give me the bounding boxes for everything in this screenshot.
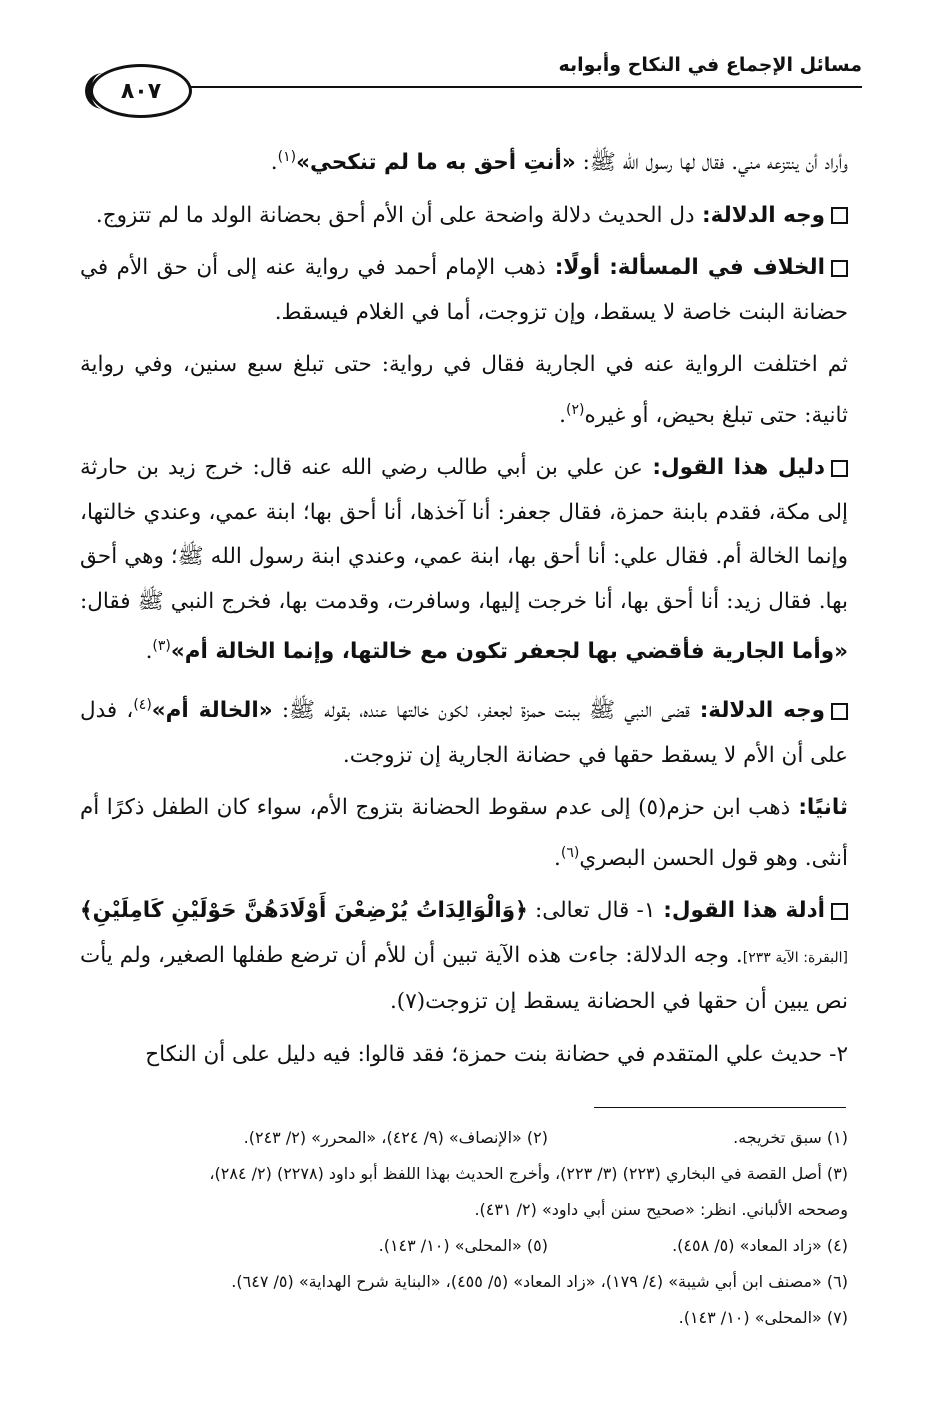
paragraph xyxy=(80,246,848,335)
paragraph xyxy=(80,343,848,438)
footnote-row xyxy=(80,1300,848,1336)
paragraph xyxy=(80,683,848,778)
footnote: (٧) «المحلى» (١٠/ ١٤٣). xyxy=(678,1308,848,1327)
footnote-ref: (١) xyxy=(277,149,297,165)
paragraph xyxy=(80,135,848,186)
paragraph xyxy=(80,446,848,675)
header-rule xyxy=(175,86,862,88)
paragraph xyxy=(80,194,848,239)
square-bullet-icon xyxy=(831,460,848,477)
section-lead: الخلاف في المسألة: أولًا: xyxy=(545,255,825,281)
footnote: (٢) «الإنصاف» (٩/ ٤٢٤)، «المحرر» (٢/ ٢٤٣). xyxy=(243,1128,548,1147)
para-tail: ، فدل على أن الأم لا يسقط حقها في حضانة الجارية إن تزوجت. xyxy=(80,698,848,768)
paragraph xyxy=(80,889,848,1025)
footnotes xyxy=(80,1120,848,1336)
para-text: دل الحديث دلالة واضحة على أن الأم أحق بحضانة الولد ما لم تتزوج. xyxy=(95,202,695,228)
hadith-quote: «أنتِ أحق به ما لم تنكحي» xyxy=(296,150,576,176)
footnote-separator xyxy=(594,1107,846,1108)
page-number: ٨٠٧ xyxy=(120,78,162,104)
square-bullet-icon xyxy=(831,207,848,224)
footnote-ref: (٦) xyxy=(560,844,580,861)
section-lead: وجه الدلالة: xyxy=(694,202,825,228)
para-text: ١- قال تعالى: xyxy=(527,898,656,924)
footnote-ref: (٣) xyxy=(152,638,171,655)
para-tail: . xyxy=(270,150,278,176)
page-number-badge xyxy=(90,64,192,118)
square-bullet-icon xyxy=(831,703,848,720)
section-lead: ثانيًا: xyxy=(790,795,848,821)
square-bullet-icon xyxy=(831,260,848,277)
footnote-row xyxy=(80,1228,848,1264)
footnote: (٣) أصل القصة في البخاري (٢٢٣) (٣/ ٢٢٣)، وأخرج الحديث بهذا اللفظ أبو داود (٢٢٧٨) (٢/ ٢٨٤)، xyxy=(209,1164,848,1183)
page-header xyxy=(80,46,862,126)
para-text: ثم اختلفت الرواية عنه في الجارية فقال في رواية: حتى تبلغ سبع سنين، وفي رواية ثانية: حتى تبلغ بحيض، أو غيره xyxy=(80,352,848,428)
paragraph xyxy=(80,786,848,881)
hadith-quote: «وأما الجارية فأقضي بها لجعفر تكون مع خالتها، وإنما الخالة أم» xyxy=(170,639,848,665)
section-lead: وجه الدلالة: xyxy=(689,698,825,724)
section-lead: دليل هذا القول: xyxy=(642,455,825,481)
verse-reference: [البقرة: الآية ٢٣٣] xyxy=(742,949,848,966)
para-text: ٢- حديث علي المتقدم في حضانة بنت حمزة؛ فقد قالوا: فيه دليل على أن النكاح xyxy=(145,1041,848,1067)
para-tail: . وجه الدلالة: جاءت هذه الآية تبين أن للأم أن ترضع طفلها الصغير، ولم يأت نص يبين أن حقها في الحضانة يسقط إن تزوجت(٧). xyxy=(80,942,848,1015)
footnote-ref: (٢) xyxy=(566,401,585,418)
paragraph xyxy=(80,1033,848,1078)
footnote: (٤) «زاد المعاد» (٥/ ٤٥٨). xyxy=(672,1236,848,1255)
square-bullet-icon xyxy=(831,903,848,920)
footnote-ref: (٤) xyxy=(133,696,152,713)
running-title: مسائل الإجماع في النكاح وأبوابه xyxy=(558,54,862,76)
footnote-row xyxy=(80,1264,848,1300)
section-lead: أدلة هذا القول: xyxy=(655,898,825,924)
main-text xyxy=(80,135,848,1085)
footnote: وصححه الألباني. انظر: «صحيح سنن أبي داود» (٢/ ٤٣١). xyxy=(474,1200,848,1219)
para-text: عن علي بن أبي طالب رضي الله عنه قال: خرج زيد بن حارثة إلى مكة، فقدم بابنة حمزة، فقال جعفر: أنا آخذها، أنا أحق بها؛ ابنة عمي، وعندي خالتها، وإنما الخالة أم. فقال علي: أنا أحق بها، ابنة عمي، وعندي ابنة رسول الله ﷺ؛ وهي أحق بها. فقال زيد: أنا أحق بها، أنا خرجت إليها، وسافرت، وقدمت بها، فخرج النبي ﷺ فقال: xyxy=(80,455,848,614)
quran-verse: ﴿وَالْوَالِدَاتُ يُرْضِعْنَ أَوْلَادَهُنَّ حَوْلَيْنِ كَامِلَيْنِ﴾ xyxy=(80,898,528,924)
para-text: ذهب الإمام أحمد في رواية عنه إلى أن حق الأم في حضانة البنت خاصة لا يسقط، وإن تزوجت، أما في الغلام فيسقط. xyxy=(80,255,848,325)
footnote-row xyxy=(80,1120,848,1156)
para-tail: . xyxy=(145,639,153,665)
footnote-row xyxy=(80,1192,848,1228)
footnote: (٦) «مصنف ابن أبي شيبة» (٤/ ١٧٩)، «زاد المعاد» (٥/ ٤٥٥)، «البناية شرح الهداية» (٥/ ٦٤٧). xyxy=(231,1272,848,1291)
para-tail: . xyxy=(554,845,561,871)
footnote-row xyxy=(80,1156,848,1192)
para-text: قضى النبي ﷺ ببنت حمزة لجعفر، لكون خالتها عنده، بقوله ﷺ: xyxy=(272,698,690,724)
para-text: ذهب ابن حزم(٥) إلى عدم سقوط الحضانة بتزوج الأم، سواء كان الطفل ذكرًا أم أنثى. وهو قول الحسن البصري xyxy=(80,795,848,871)
para-text: وأراد أن ينتزعه مني. فقال لها رسول الله ﷺ: xyxy=(575,150,848,176)
footnote: (٥) «المحلى» (١٠/ ١٤٣). xyxy=(378,1236,548,1255)
footnote: (١) سبق تخريجه. xyxy=(733,1128,848,1147)
hadith-quote: «الخالة أم» xyxy=(151,698,273,724)
para-tail: . xyxy=(559,402,566,428)
